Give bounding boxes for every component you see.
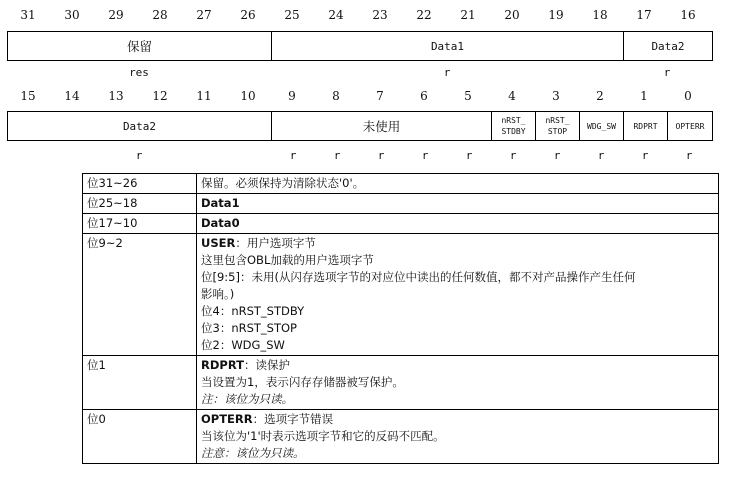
- bit-range: 位25~18: [83, 194, 197, 214]
- description-title-suffix: ：读保护: [244, 358, 291, 372]
- field-label: nRST_: [501, 116, 526, 125]
- description-note: 注意：该位为只读。: [201, 446, 305, 460]
- field-rdprt: RDPRT: [624, 112, 668, 140]
- description-line: 当设置为1，表示闪存存储器被写保护。: [201, 375, 404, 389]
- table-row: [83, 234, 719, 356]
- bit-number: 27: [196, 8, 212, 22]
- table-row: [83, 194, 719, 214]
- register-row-low: [7, 111, 713, 141]
- register-row-high: [7, 31, 713, 61]
- field-opterr: OPTERR: [675, 121, 705, 131]
- field-nrst-stdby: [492, 112, 536, 140]
- bit-number: 0: [684, 89, 692, 103]
- bit-number: 12: [152, 89, 168, 103]
- bit-number: 16: [680, 8, 696, 22]
- bit-number: 7: [376, 89, 384, 103]
- access-bit: r: [289, 149, 297, 162]
- access-bit: r: [465, 149, 473, 162]
- bit-number: 22: [416, 8, 432, 22]
- access-bit: r: [333, 149, 341, 162]
- field-wdg-sw: WDG_SW: [580, 112, 624, 140]
- bit-number: 6: [420, 89, 428, 103]
- table-row: [83, 356, 719, 410]
- access-bit: r: [377, 149, 385, 162]
- bit-number: 5: [464, 89, 472, 103]
- description-title: RDPRT: [201, 358, 245, 372]
- bit-description-table: [82, 173, 719, 464]
- bit-number: 2: [596, 89, 604, 103]
- bit-range: 位17~10: [83, 214, 197, 234]
- bit-number: 3: [552, 89, 560, 103]
- table-row: [83, 174, 719, 194]
- bit-number: 26: [240, 8, 256, 22]
- field-reserved: 保留: [8, 32, 272, 60]
- bit-number: 14: [64, 89, 80, 103]
- description-title-suffix: ：用户选项字节: [235, 236, 316, 250]
- field-label: STDBY: [501, 127, 526, 136]
- access-data2: r: [663, 66, 671, 79]
- bit-number: 9: [288, 89, 296, 103]
- access-res: res: [129, 66, 149, 79]
- bit-number: 13: [108, 89, 124, 103]
- access-bit: r: [509, 149, 517, 162]
- description-line: 保留。必须保持为清除状态'0'。: [201, 176, 365, 190]
- access-row-high: [0, 63, 735, 83]
- description-line: 影响。): [201, 287, 235, 301]
- description-line: Data1: [201, 196, 240, 210]
- bit-number: 28: [152, 8, 168, 22]
- bit-description: [197, 194, 719, 214]
- description-line: 位3：nRST_STOP: [201, 321, 297, 335]
- bit-number: 20: [504, 8, 520, 22]
- bit-range: 位0: [83, 410, 197, 464]
- bit-description: [197, 234, 719, 356]
- bit-range: 位9~2: [83, 234, 197, 356]
- access-bit: r: [421, 149, 429, 162]
- access-bit: r: [685, 149, 693, 162]
- bit-number: 1: [640, 89, 648, 103]
- bit-description: [197, 356, 719, 410]
- field-data2-low: Data2: [8, 112, 272, 140]
- bit-number: 21: [460, 8, 476, 22]
- table-row: [83, 214, 719, 234]
- access-data2-low: r: [135, 149, 143, 162]
- bit-number: 18: [592, 8, 608, 22]
- field-label: nRST_: [545, 116, 570, 125]
- bit-numbers-high: [0, 4, 735, 26]
- bit-number: 10: [240, 89, 256, 103]
- bit-number: 8: [332, 89, 340, 103]
- bit-range: 位1: [83, 356, 197, 410]
- bit-number: 29: [108, 8, 124, 22]
- bit-description: [197, 410, 719, 464]
- description-line: 位2：WDG_SW: [201, 338, 285, 352]
- description-line: 这里包含OBL加载的用户选项字节: [201, 253, 374, 267]
- description-note: 注：该位为只读。: [201, 392, 293, 406]
- field-nrst-stop: [536, 112, 580, 140]
- bit-number: 23: [372, 8, 388, 22]
- field-data1: Data1: [272, 32, 624, 60]
- bit-numbers-low: [0, 85, 735, 107]
- access-data1: r: [443, 66, 451, 79]
- field-label: STOP: [547, 127, 568, 136]
- description-title: OPTERR: [201, 412, 253, 426]
- access-row-low: [0, 146, 735, 166]
- description-line: 位4：nRST_STDBY: [201, 304, 305, 318]
- access-bit: r: [597, 149, 605, 162]
- table-row: [83, 410, 719, 464]
- bit-number: 4: [508, 89, 516, 103]
- description-line: Data0: [201, 216, 240, 230]
- bit-number: 17: [636, 8, 652, 22]
- bit-number: 24: [328, 8, 344, 22]
- bit-number: 30: [64, 8, 80, 22]
- description-title-suffix: ：选项字节错误: [252, 412, 334, 426]
- bit-number: 31: [20, 8, 36, 22]
- access-bit: r: [641, 149, 649, 162]
- bit-number: 19: [548, 8, 564, 22]
- bit-number: 15: [20, 89, 36, 103]
- bit-description: [197, 174, 719, 194]
- bit-range: 位31~26: [83, 174, 197, 194]
- access-bit: r: [553, 149, 561, 162]
- field-data2-high: Data2: [651, 39, 685, 53]
- bit-description: [197, 214, 719, 234]
- bit-number: 11: [196, 89, 212, 103]
- field-unused: 未使用: [272, 112, 492, 140]
- bit-number: 25: [284, 8, 300, 22]
- description-line: 位[9:5]：未用(从闪存选项字节的对应位中读出的任何数值，都不对产品操作产生任何: [201, 270, 636, 284]
- description-line: 当该位为'1'时表示选项字节和它的反码不匹配。: [201, 429, 445, 443]
- description-title: USER: [201, 236, 236, 250]
